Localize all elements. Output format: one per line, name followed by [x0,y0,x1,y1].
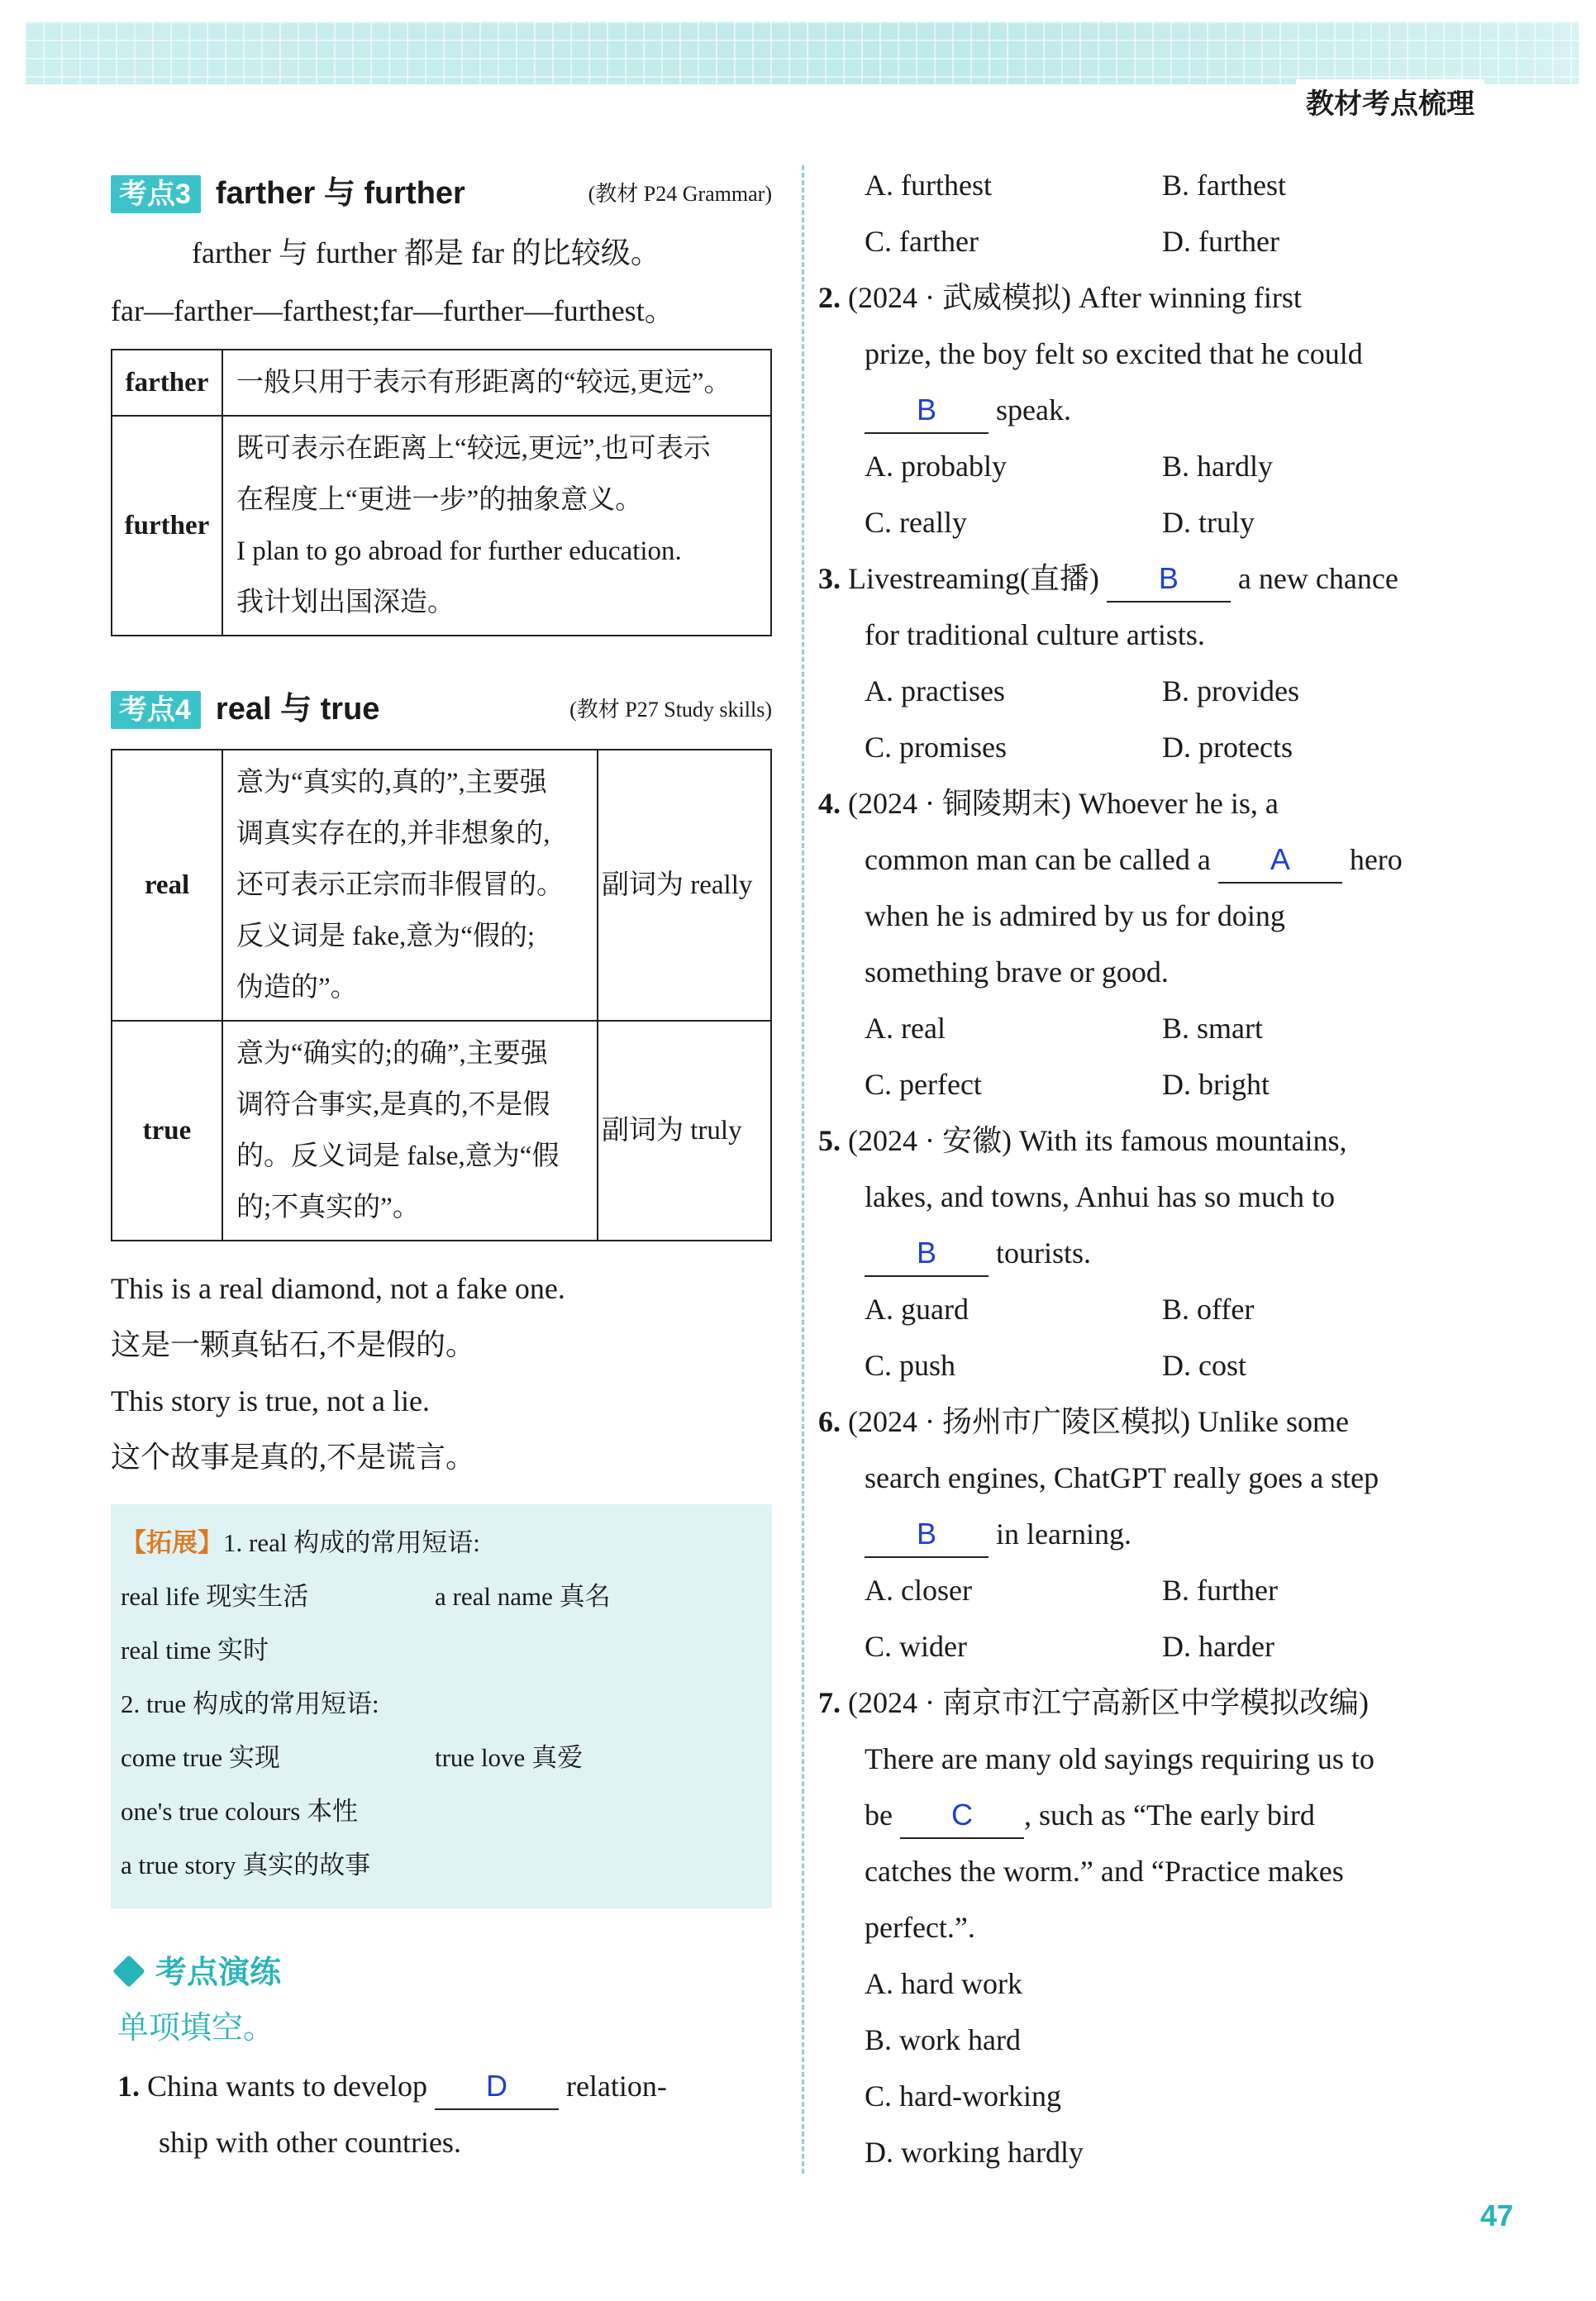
q-text: for traditional culture artists. [865,618,1205,651]
q-text: catches the worm.” and “Practice makes [865,1855,1344,1888]
k3-heading [111,167,772,213]
table-row [112,350,771,416]
q-text: hero [1349,843,1403,876]
def-line: 在程度上“更进一步”的抽象意义。 [236,485,643,515]
k3-def-further [222,416,771,636]
table-row [112,1021,771,1241]
q-text: , such as “The early bird [1023,1798,1315,1832]
answer-blank: C [900,1793,1024,1839]
k4-examples [111,1260,772,1485]
option: D. harder [1162,1630,1274,1663]
option: D. protects [1162,731,1293,764]
option: C. really [865,506,967,539]
q-text: Livestreaming(直播) [848,562,1099,595]
q-text: be [865,1798,893,1832]
q-text: (2024 · 扬州市广陵区模拟) Unlike some [848,1405,1349,1438]
k4-adv-real: 副词为 really [598,750,771,1021]
option: B. offer [1162,1293,1255,1326]
option: C. perfect [865,1068,982,1101]
option: C. hard-working [865,2079,1061,2113]
q-text: (2024 · 安徽) With its famous mountains, [848,1124,1347,1157]
question-6 [818,1393,1496,1675]
q-number: 2. [818,281,841,314]
answer-blank: B [865,1231,989,1277]
def-line: 一般只用于表示有形距离的“较远,更远”。 [236,368,731,398]
k3-ref: (教材 P24 Grammar) [588,182,772,206]
q-text: China wants to develop [147,2070,427,2103]
k3-table [111,349,772,636]
phrase: a true story 真实的故事 [121,1851,371,1879]
def-line: 的;不真实的”。 [236,1193,420,1222]
answer-blank: D [435,2064,559,2110]
k3-line1: farther 与 further 都是 far 的比较级。 [192,236,660,269]
option: B. further [1162,1574,1278,1607]
k4-def-real [222,750,598,1021]
option: B. smart [1162,1012,1263,1045]
q-text: a new chance [1237,562,1398,595]
phrase: true love 真爱 [435,1743,584,1772]
example-line: This story is true, not a lie. [111,1384,430,1417]
def-line: 意为“确实的;的确”,主要强 [236,1039,548,1069]
question-7 [818,1675,1496,2180]
q-text: search engines, ChatGPT really goes a step [865,1461,1379,1494]
phrase: real time 实时 [121,1636,269,1665]
q-text: ship with other countries. [159,2126,461,2159]
q-text: prize, the boy felt so excited that he could [865,337,1363,370]
q-text: There are many old sayings requiring us to [865,1742,1374,1775]
cube-icon [112,1955,145,1988]
option: A. furthest [865,169,992,202]
answer-blank: B [865,1512,989,1558]
question-5 [818,1112,1496,1393]
q-text: common man can be called a [865,843,1211,876]
option: B. provides [1162,674,1299,707]
k3-kw-further: further [112,416,222,636]
question-4 [818,775,1496,1112]
k3-def-farther [222,350,771,416]
question-2 [818,269,1496,550]
option: A. real [865,1012,946,1045]
def-line: 的。反义词是 false,意为“假 [236,1141,560,1171]
phrase: one's true colours 本性 [121,1797,359,1826]
option: D. further [1162,225,1279,258]
option: D. cost [1162,1349,1246,1382]
page-number: 47 [1479,2199,1513,2232]
k3-tag: 考点3 [111,175,201,213]
q-number: 5. [818,1124,841,1157]
q-text: (2024 · 铜陵期末) Whoever he is, a [848,787,1279,820]
table-row [112,416,771,636]
def-line: 我计划出国深造。 [236,588,455,617]
q-text: (2024 · 南京市江宁高新区中学模拟改编) [848,1686,1369,1719]
def-line: 既可表示在距离上“较远,更远”,也可表示 [236,434,711,464]
q-text: in learning. [996,1517,1131,1551]
extend-h2: 2. true 构成的常用短语: [121,1689,379,1718]
q-text: tourists. [996,1236,1092,1270]
phrase: real life 现实生活 [121,1582,309,1611]
q-text: lakes, and towns, Anhui has so much to [865,1180,1335,1213]
table-row [112,750,771,1021]
k4-title: real 与 true [215,692,380,727]
extend-box [111,1504,772,1908]
example-line: 这个故事是真的,不是谎言。 [111,1441,476,1474]
def-line: 调符合事实,是真的,不是假 [236,1090,550,1120]
option: B. hardly [1162,450,1273,483]
q-text: (2024 · 武威模拟) After winning first [848,281,1302,314]
option: A. probably [865,450,1007,483]
k4-adv-true: 副词为 truly [598,1021,771,1241]
example-line: This is a real diamond, not a fake one. [111,1272,565,1305]
option: D. working hardly [865,2136,1084,2169]
k4-ref: (教材 P27 Study skills) [569,698,772,722]
option: C. promises [865,731,1008,764]
q1-options [865,157,1493,269]
example-line: 这是一颗真钻石,不是假的。 [111,1328,476,1361]
option: D. bright [1162,1068,1270,1101]
q-number: 4. [818,787,841,820]
option: C. farther [865,225,979,258]
question-3 [818,550,1496,775]
extend-h1: 1. real 构成的常用短语: [223,1528,480,1557]
option: A. hard work [865,1967,1022,2000]
answer-blank: B [1107,556,1231,603]
def-line: 反义词是 fake,意为“假的; [236,922,536,951]
phrase: come true 实现 [121,1743,280,1772]
k3-line2: far—farther—farthest;far—further—furthest。 [111,294,674,327]
q-number: 3. [818,562,841,595]
option: C. wider [865,1630,967,1663]
header-band [25,21,1579,84]
practice-subtitle: 单项填空。 [117,2011,275,2046]
def-line: 意为“真实的,真的”,主要强 [236,768,547,798]
option: A. practises [865,674,1005,707]
option: A. guard [865,1293,969,1326]
extend-label: 【拓展】 [121,1528,223,1557]
option: C. push [865,1349,956,1382]
k4-tag: 考点4 [111,691,201,729]
def-line: 伪造的”。 [236,973,358,1003]
def-line: 调真实存在的,并非想象的, [236,819,550,849]
option: B. farthest [1162,169,1286,202]
k4-kw-true: true [112,1021,222,1241]
k3-title: farther 与 further [215,176,465,211]
section-label: 教材考点梳理 [1296,79,1484,123]
def-line: I plan to go abroad for further education. [236,536,682,566]
q-text: perfect.”. [865,1911,975,1944]
k4-heading [111,683,772,729]
q-number: 6. [818,1405,841,1438]
k4-table [111,749,772,1241]
answer-blank: A [1218,837,1342,884]
option: D. truly [1162,506,1255,539]
k4-kw-real: real [112,750,222,1021]
practice-title: 考点演练 [155,1956,282,1990]
practice-heading [117,1946,281,1992]
k3-kw-farther: farther [112,350,222,416]
question-1 [117,2058,779,2170]
phrase: a real name 真名 [435,1582,611,1611]
option: A. closer [865,1574,972,1607]
q-text: relation- [565,2070,667,2103]
q-text: speak. [996,393,1071,426]
q-number: 7. [818,1686,841,1719]
answer-blank: B [865,388,989,434]
q-text: when he is admired by us for doing [865,899,1285,932]
q-text: something brave or good. [865,955,1169,989]
column-divider [802,165,804,2174]
def-line: 还可表示正宗而非假冒的。 [236,870,564,900]
k4-def-true [222,1021,598,1241]
option: B. work hard [865,2023,1021,2056]
q-number: 1. [117,2070,140,2103]
